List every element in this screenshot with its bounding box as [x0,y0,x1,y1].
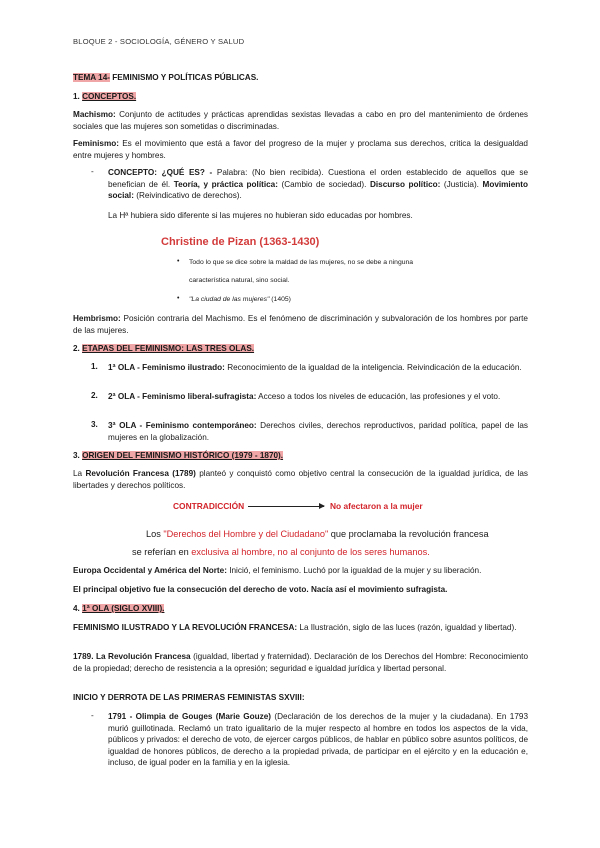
machismo-definition [73,109,528,132]
olimpia-item [108,711,528,769]
olimpia-dash: - [91,711,94,720]
concepto-text-4: (Reivindicativo de derechos). [133,191,242,200]
ola-1-title: 1ª OLA - Feminismo ilustrado: [108,363,225,372]
revolucion-paragraph [73,468,528,491]
section-3-heading [73,450,533,462]
arrow-icon [248,506,324,507]
concepto-movimiento: Movimiento social: [108,179,528,200]
y1789-text: (igualdad, libertad y fraternidad). Declaración de los Derechos del Hombre: Reconocimiento de la propiedad; derecho de resistencia a la opresión; seguridad e igualdad jurídica y libertad personal. [73,652,529,673]
olimpia-text: (Declaración de los derechos de la mujer y la ciudadana). En 1793 murió guillotinada. Reclamó un trato igualitario de la mujer respecto al hombre en todos los aspectos de la vida, públicos y privados: el derecho de voto, de ejercer cargos públicos, de hablar en público sobre asuntos políticos, de igualdad de honores públicos, de derecho a la propiedad privada, de participar en el ejército y en la educación e, incluso, de igual poder en la familia y en la iglesia. [108,712,528,767]
ola-1-item [108,362,528,374]
pizan-book-year: (1405) [269,296,291,303]
concepto-item [108,167,528,202]
feminismo-text: Es el movimiento que está a favor del progreso de la mujer y proclama sus derechos, critica la desigualdad entre mujeres y hombres. [73,139,528,160]
ola-3-title: 3ª OLA - Feminismo contemporáneo: [108,421,257,430]
inicio-heading: INICIO Y DERROTA DE LAS PRIMERAS FEMINISTAS SXVIII: [73,693,305,702]
ola-1-number: 1. [91,362,98,371]
hembrismo-term: Hembrismo: [73,314,121,323]
ola-2-number: 2. [91,391,98,400]
olimpia-term: 1791 - Olimpia de Gouges (Marie Gouze) [108,712,272,721]
ola-2-item [108,391,528,403]
ola-3-item [108,420,528,443]
concepto-teoria: Teoría, y práctica política: [173,179,278,189]
contradiccion-label: CONTRADICCIÓN [173,501,245,511]
section-2-num: 2. [73,344,83,353]
concepto-text-1: Palabra: (No bien recibida). Cuestiona el orden establecido de aquellos que se benefician de él. [108,168,529,189]
derechos-line-2 [132,547,532,557]
pizan-book-title: "La ciudad de las mujeres" [189,296,270,303]
objetivo-paragraph: El principal objetivo fue la consecución del derecho de voto. Nacía así el movimiento sufragista. [73,585,448,594]
section-1-heading [73,91,533,103]
y1789-paragraph [73,651,528,674]
pizan-bullet-1-dot: • [177,258,180,265]
concepto-discurso: Discurso político: [369,179,441,189]
y1789-term: 1789. La Revolución Francesa [73,652,191,661]
ola-2-title: 2ª OLA - Feminismo liberal-sufragista: [108,392,257,401]
revolucion-term: Revolución Francesa (1789) [85,469,196,478]
machismo-term: Machismo: [73,110,116,119]
hembrismo-text: Posición contraria del Machismo. Es el fenómeno de discriminación y subvaloración de los hombres por parte de las mujeres. [73,314,528,335]
contradiccion-result: No afectaron a la mujer [330,501,423,511]
ola-2-text: Acceso a todos los niveles de educación, las profesiones y el voto. [256,392,501,401]
hembrismo-definition [73,313,528,336]
concepto-text-2: (Cambio de sociedad). [277,179,370,189]
ilustrado-text: La Ilustración, siglo de las luces (razón, igualdad y libertad). [297,623,517,632]
pizan-bullet-2 [189,295,449,304]
derechos-1a: Los [146,529,164,539]
feminismo-definition [73,138,528,161]
derechos-1b: "Derechos del Hombre y del Ciudadano" [163,529,329,539]
machismo-text: Conjunto de actitudes y prácticas aprendidas sexistas llevadas a cabo en pro del mantenimiento de órdenes sociales que las mujeres son sometidas o discriminadas. [73,110,528,131]
ilustrado-paragraph [73,622,528,634]
section-4-heading [73,603,533,615]
feminismo-term: Feminismo: [73,139,119,148]
section-1-num: 1. [73,92,83,101]
ola-3-text: Derechos civiles, derechos reproductivos, paridad política, papel de las mujeres en la globalización. [108,421,529,442]
revolucion-text-a: La [73,469,86,478]
tema-heading [73,72,533,84]
ilustrado-term: FEMINISMO ILUSTRADO Y LA REVOLUCIÓN FRANCESA: [73,623,298,632]
pizan-bullet-1-cont: característica natural, sino social. [189,277,290,284]
section-1-title: CONCEPTOS. [82,92,137,101]
concepto-label: CONCEPTO: ¿QUÉ ES? - [108,168,213,177]
pizan-title: Christine de Pizan (1363-1430) [161,236,320,248]
historia-note: La Hª hubiera sido diferente si las mujeres no hubieran sido educadas por hombres. [108,211,413,220]
section-2-heading [73,343,533,355]
section-4-num: 4. [73,604,83,613]
tema-label: TEMA 14- [73,73,110,82]
europa-term: Europa Occidental y América del Norte: [73,566,227,575]
pizan-bullet-1: Todo lo que se dice sobre la maldad de las mujeres, no se debe a ninguna [189,259,414,266]
derechos-2b: exclusiva al hombre, no al conjunto de los seres humanos. [191,547,430,557]
section-4-title: 1ª OLA (SIGLO XVIII). [82,604,165,613]
tema-title: FEMINISMO Y POLÍTICAS PÚBLICAS. [110,73,259,82]
section-3-title: ORIGEN DEL FEMINISMO HISTÓRICO (1979 - 1870). [82,451,284,460]
derechos-line-1 [146,529,546,539]
derechos-1c: que proclamaba la revolución francesa [328,529,489,539]
pizan-bullet-2-dot: • [177,295,180,302]
revolucion-text-c: planteó y conquistó como objetivo central la consecución de la igualdad jurídica, de las libertades y derechos políticos. [73,469,528,490]
derechos-2a: se referían en [132,547,192,557]
concepto-dash: - [91,167,94,176]
running-header: BLOQUE 2 - SOCIOLOGÍA, GÉNERO Y SALUD [73,37,245,46]
concepto-text-3: (Justicia). [440,179,483,189]
section-2-title: ETAPAS DEL FEMINISMO: LAS TRES OLAS. [82,344,255,353]
europa-paragraph [73,565,543,577]
section-3-num: 3. [73,451,83,460]
europa-text: Inició, el feminismo. Luchó por la igualdad de la mujer y su liberación. [226,566,482,575]
ola-3-number: 3. [91,420,98,429]
ola-1-text: Reconocimiento de la igualdad de la inteligencia. Reivindicación de la educación. [224,363,522,372]
